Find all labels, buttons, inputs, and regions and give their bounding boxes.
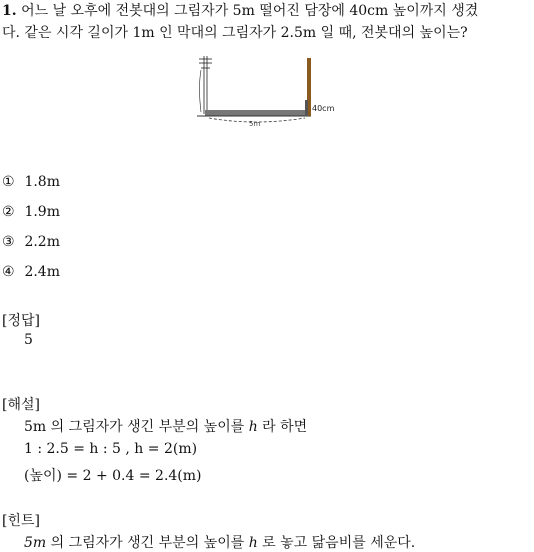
question-line-1 (2, 0, 478, 20)
figure-diagram (195, 52, 340, 132)
explanation-header: [해설] (2, 397, 40, 413)
option-2-mark: ② (2, 204, 15, 220)
hint-header: [힌트] (2, 513, 40, 529)
option-3-text: 2.2m (24, 234, 60, 250)
explanation-line-1-post: 라 하면 (257, 419, 308, 435)
explanation-line-1 (24, 416, 307, 436)
explanation-var-h: h (248, 419, 258, 435)
question-text-2: 다. 같은 시각 길이가 1m 인 막대의 그림자가 2.5m 일 때, 전봇대의 높이는? (2, 25, 468, 41)
hint-pre: 5m (24, 535, 47, 551)
question-text-1: 어느 날 오후에 전봇대의 그림자가 5m 떨어진 담장에 40cm 높이까지 생겼 (21, 3, 479, 19)
option-3-mark: ③ (2, 234, 15, 250)
explanation-line-1-pre: 5m 의 그림자가 생긴 부분의 높이를 (24, 419, 249, 435)
option-4-mark: ④ (2, 264, 15, 280)
pole-sketch (199, 56, 212, 114)
option-1-mark: ① (2, 174, 15, 190)
explanation-line-3: (높이) = 2 + 0.4 = 2.4(m) (24, 468, 202, 484)
ground-shadow (205, 110, 308, 116)
height-label: 40cm (312, 104, 335, 113)
option-2[interactable] (2, 204, 60, 220)
answer-value: 5 (24, 332, 33, 348)
explanation-line-2: 1 : 2.5 = h : 5 , h = 2(m) (24, 441, 198, 457)
option-4-text: 2.4m (24, 264, 60, 280)
hint-post: 로 놓고 닮음비를 세운다. (257, 535, 416, 551)
option-1[interactable] (2, 174, 60, 190)
hint-line (24, 532, 415, 552)
distance-label: 5m (249, 120, 261, 128)
option-4[interactable] (2, 264, 60, 280)
wall-shadow (305, 100, 308, 116)
option-3[interactable] (2, 234, 60, 250)
option-1-text: 1.8m (24, 174, 60, 190)
question-number: 1. (2, 3, 17, 19)
answer-header: [정답] (2, 313, 40, 329)
hint-mid: 의 그림자가 생긴 부분의 높이를 (46, 535, 249, 551)
hint-var-h: h (248, 535, 258, 551)
option-2-text: 1.9m (24, 204, 60, 220)
